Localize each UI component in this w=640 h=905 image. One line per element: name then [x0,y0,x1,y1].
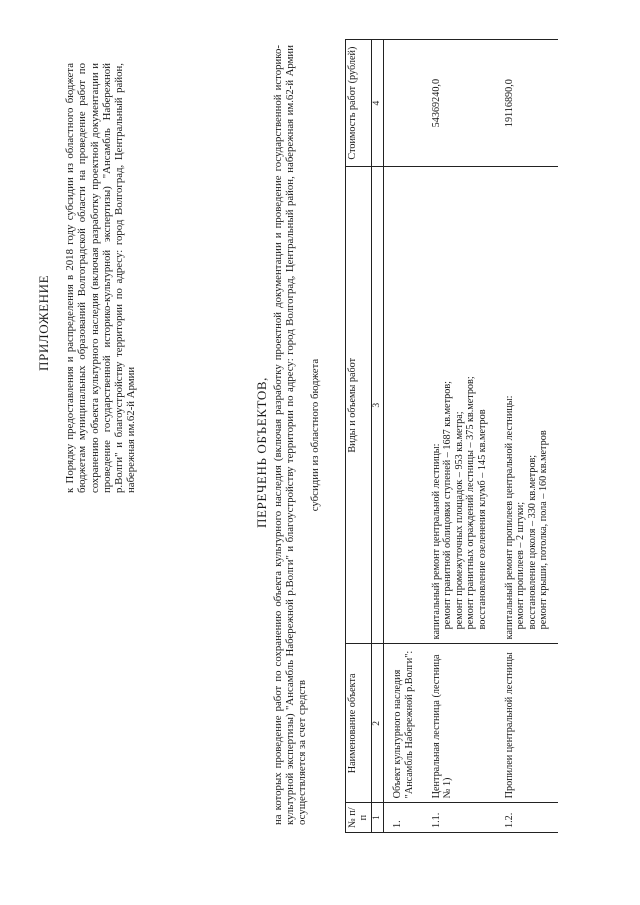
column-number: 3 [371,167,383,644]
column-number: 1 [371,803,383,833]
work-line: капитальный ремонт пропилеев центральной лестницы: [504,395,516,640]
row-number: 1. [384,803,423,833]
appendix-block [38,63,137,493]
work-line: ремонт пропилеев – 2 штуки; [515,501,527,630]
object-name: Центральная лестница (лестница № 1) [423,644,496,803]
work-line: ремонт гранитной облицовки ступеней – 1687 кв.метров; [442,381,454,630]
table-header-row [346,40,372,833]
list-intro-last-line: субсидии из областного бюджета [308,358,321,512]
works-table [345,39,558,833]
column-number: 4 [371,40,383,167]
header-name: Наименование объекта [346,644,372,803]
row-number: 1.2. [496,803,558,833]
list-title: ПЕРЕЧЕНЬ ОБЪЕКТОВ, [254,376,269,529]
list-intro [272,45,321,825]
list-intro-text: на которых проведение работ по сохранению объекта культурного наследия (включая разработку проектной документации и проведение государственной историко-культурной экспертизы) "Ансамбль Набережной р.Волги" и благоустройству территории по адресу: город Волгоград, Центральный район, набережная им.62-й Армии осуществляется за счет средств [272,45,309,825]
work-cost: 19116890,0 [496,40,558,167]
work-line: восстановление озеленения клумб – 145 кв.метров [476,409,488,630]
header-cost: Стоимость работ (рублей) [346,40,372,167]
table-body [384,40,558,833]
work-cost [384,40,423,167]
header-num: № п/п [346,803,372,833]
work-line: ремонт промежуточных площадок – 953 кв.метра; [453,411,465,630]
object-name: Пропилеи центральной лестницы [496,644,558,803]
appendix-text: к Порядку предоставления и распределения в 2018 году субсидии из областного бюджета бюджетам муниципальных образований Волгоградской области на проведение работ по сохранению объекта культурного наследия (включая разработку проектной документации и проведение государственной историко-культурной экспертизы) "Ансамбль Набережной р.Волги" и благоустройству территории по адресу: город Волгоград, Центральный район, набережная им.62-й Армии [64,63,138,493]
work-cost: 54369240,0 [423,40,496,167]
header-works: Виды и объемы работ [346,167,372,644]
work-line: восстановление цоколя – 330 кв.метров; [526,454,538,630]
works-description [423,167,496,644]
table-row [384,40,423,833]
column-number: 2 [371,644,383,803]
row-number: 1.1. [423,803,496,833]
work-line: ремонт гранитных ограждений лестницы – 375 кв.метров; [465,376,477,630]
table-row [496,40,558,833]
work-line: капитальный ремонт центральной лестницы: [431,443,443,640]
table-column-number-row [371,40,383,833]
works-description [384,167,423,644]
work-line: ремонт крыши, потолка, пола – 160 кв.метров [538,430,550,630]
works-description [496,167,558,644]
table-row [423,40,496,833]
appendix-title: ПРИЛОЖЕНИЕ [36,274,51,371]
object-name: Объект культурного наследия "Ансамбль Набережной р.Волги": [384,644,423,803]
